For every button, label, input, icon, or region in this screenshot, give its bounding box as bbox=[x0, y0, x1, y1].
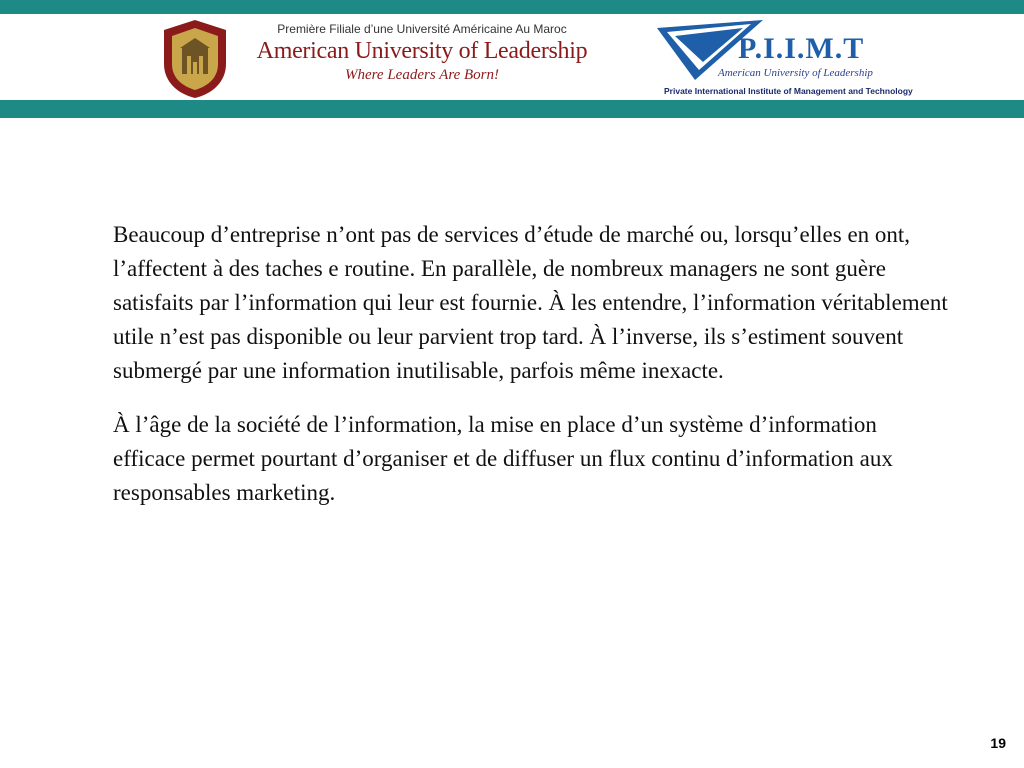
piimt-script: American University of Leadership bbox=[718, 67, 873, 79]
header-accent-bar bbox=[0, 100, 1024, 118]
paragraph-1: Beaucoup d’entreprise n’ont pas de services d’étude de marché ou, lorsqu’elles en ont, l’affectent à des taches e routine. En parallèle, de nombreux managers ne sont guère satisfaits par l’information qui leur est fournie. À les entendre, l’information véritablement utile n’est pas disponible ou leur parvient trop tard. À l’inverse, ils s’estiment souvent submergé par une information inutilisable, parfois même inexacte. bbox=[113, 222, 948, 383]
aul-name: American University of Leadership bbox=[256, 38, 588, 64]
page-number: 19 bbox=[990, 735, 1006, 751]
aul-slogan: Where Leaders Are Born! bbox=[345, 67, 499, 83]
slide-body bbox=[113, 218, 953, 510]
aul-seal-logo bbox=[160, 18, 230, 100]
piimt-full-name: Private International Institute of Management and Technology bbox=[664, 86, 913, 96]
aul-subtitle: Première Filiale d’une Université Américaine Au Maroc bbox=[277, 22, 567, 36]
paragraph-2: À l’âge de la société de l’information, la mise en place d’un système d’information efficace permet pourtant d’organiser et de diffuser un flux continu d’information aux responsables marketing. bbox=[113, 412, 893, 505]
aul-brand bbox=[232, 22, 612, 84]
top-accent-bar bbox=[0, 0, 1024, 14]
piimt-title: P.I.I.M.T bbox=[738, 32, 865, 65]
